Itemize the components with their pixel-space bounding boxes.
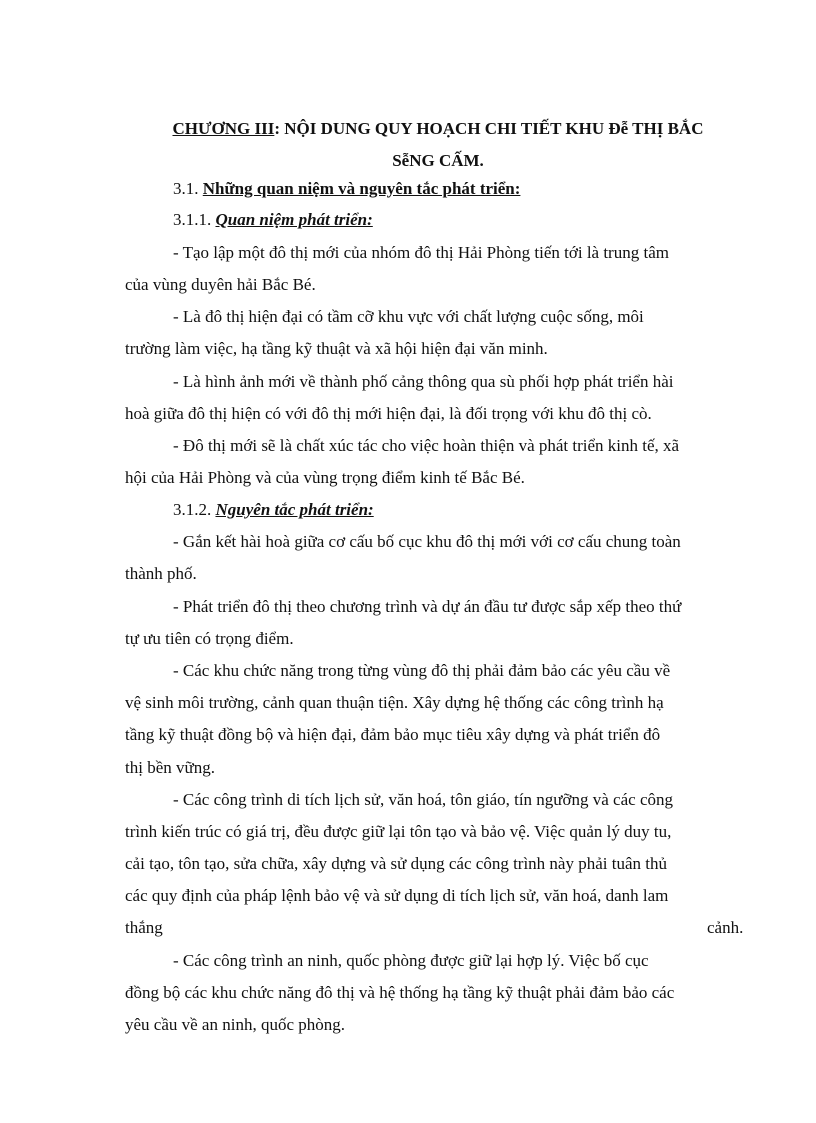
paragraph-line: cải tạo, tôn tạo, sửa chữa, xây dựng và sử dụng các công trình này phải tuân thủ [125,854,667,873]
paragraph-line: hội của Hải Phòng và của vùng trọng điểm kinh tế Bắc Bé. [125,468,525,487]
paragraph-line: trường làm việc, hạ tầng kỹ thuật và xã hội hiện đại văn minh. [125,339,548,358]
section-title: Những quan niệm và nguyên tắc phát triển: [202,179,521,198]
section-3-1-2-heading [173,500,374,520]
paragraph-line: yêu cầu về an ninh, quốc phòng. [125,1015,345,1034]
paragraph-line: thành phố. [125,564,197,583]
chapter-label: CHƯƠNG III [172,119,275,138]
paragraph-line: - Là đô thị hiện đại có tầm cỡ khu vực với chất lượng cuộc sống, môi [173,307,644,326]
paragraph-line: thị bền vững. [125,758,215,777]
section-number: 3.1.1. [173,210,212,229]
paragraph-line: - Các khu chức năng trong từng vùng đô thị phải đảm bảo các yêu cầu về [173,661,671,680]
paragraph-line: - Tạo lập một đô thị mới của nhóm đô thị Hải Phòng tiến tới là trung tâm [173,243,669,262]
paragraph-line: tầng kỹ thuật đồng bộ và hiện đại, đảm bảo mục tiêu xây dựng và phát triển đô [125,725,661,744]
paragraph-line: đồng bộ các khu chức năng đô thị và hệ thống hạ tầng kỹ thuật phải đảm bảo các [125,983,675,1002]
chapter-title-line-2: SễNG CẤM. [392,151,484,170]
paragraph-line: - Các công trình di tích lịch sử, văn hoá, tôn giáo, tín ngưỡng và các công [173,790,673,809]
paragraph-line-end: cảnh. [707,918,744,937]
paragraph-line: của vùng duyên hải Bắc Bé. [125,275,316,294]
chapter-title-line-1 [120,113,756,145]
paragraph-line: tự ưu tiên có trọng điểm. [125,629,294,648]
chapter-title [120,113,756,177]
paragraph-line: - Các công trình an ninh, quốc phòng được giữ lại hợp lý. Việc bố cục [173,951,649,970]
paragraph-line: - Là hình ảnh mới về thành phố cảng thông qua sù phối hợp phát triển hài [173,372,674,391]
paragraph-line: - Gắn kết hài hoà giữa cơ cấu bố cục khu đô thị mới với cơ cấu chung toàn [173,532,681,551]
paragraph-line: - Phát triển đô thị theo chương trình và dự án đầu tư được sắp xếp theo thứ [173,597,682,616]
chapter-title-text: : NỘI DUNG QUY HOẠCH CHI TIẾT KHU Đễ THỊ BẮC [274,119,704,138]
section-3-1-1-heading [173,210,373,230]
paragraph-line: - Đô thị mới sẽ là chất xúc tác cho việc hoàn thiện và phát triển kinh tế, xã [173,436,680,455]
section-number: 3.1. [173,179,199,198]
paragraph-line: các quy định của pháp lệnh bảo vệ và sử dụng di tích lịch sử, văn hoá, danh lam [125,886,669,905]
paragraph-line: thắng [125,918,163,937]
section-3-1-heading [173,179,520,199]
section-title: Nguyên tắc phát triển: [215,500,374,519]
paragraph-line: trình kiến trúc có giá trị, đều được giữ lại tôn tạo và bảo vệ. Việc quản lý duy tu, [125,822,672,841]
section-title: Quan niệm phát triển: [215,210,373,229]
paragraph-line: vệ sinh môi trường, cảnh quan thuận tiện. Xây dựng hệ thống các công trình hạ [125,693,664,712]
paragraph-line: hoà giữa đô thị hiện có với đô thị mới hiện đại, là đối trọng với khu đô thị cò. [125,404,652,423]
section-number: 3.1.2. [173,500,212,519]
